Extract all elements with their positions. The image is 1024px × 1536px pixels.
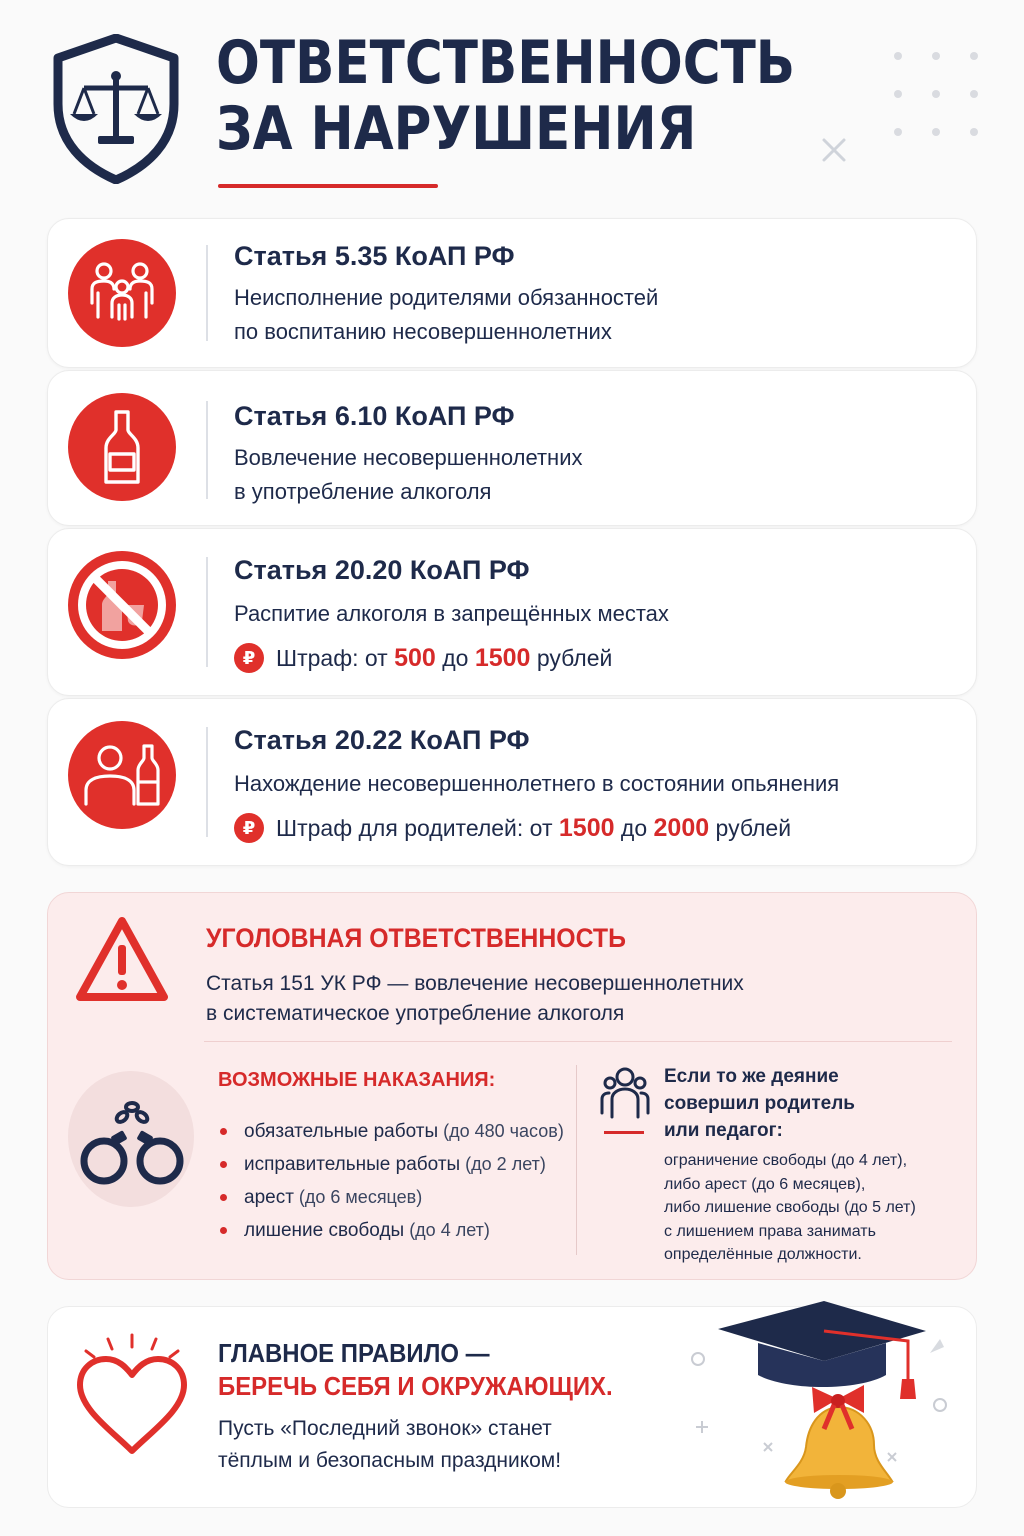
header [0,0,1024,210]
handcuffs-icon [76,1093,188,1193]
punishments-list [218,1115,564,1247]
criminal-desc: Статья 151 УК РФ — вовлечение несовершеннолетних в систематическое употребление алкоголя [206,972,744,1025]
no-alcohol-icon [68,551,176,659]
criminal-column-divider [576,1065,577,1255]
dots-decoration-icon [880,48,990,148]
shield-scales-icon [52,34,180,184]
article-desc-line1: Распитие алкоголя в запрещённых местах [234,601,669,626]
main-rule-heading: ГЛАВНОЕ ПРАВИЛО — БЕРЕЧЬ СЕБЯ И ОКРУЖАЮЩИХ. [218,1338,613,1401]
cross-decoration-icon [820,136,848,164]
card-divider [206,727,208,837]
list-item: исправительные работы (до 2 лет) [218,1148,564,1181]
article-card-6-10 [47,370,977,526]
graduation-cap-bell-icon [678,1295,978,1505]
article-desc-line2: в употребление алкоголя [234,479,492,504]
parent-heading: Если то же деяние совершил родитель или педагог: [664,1066,855,1141]
article-desc-line1: Вовлечение несовершеннолетних [234,445,583,470]
article-title: Статья 20.22 КоАП РФ [234,725,530,755]
parent-teacher-icon [600,1065,650,1121]
punishments-title: ВОЗМОЖНЫЕ НАКАЗАНИЯ: [218,1069,496,1091]
article-desc-line1: Неисполнение родителями обязанностей [234,285,659,310]
fine-from: 1500 [558,813,615,842]
article-card-20-20 [47,528,977,696]
person-bottle-icon [68,721,176,829]
article-title: Статья 20.20 КоАП РФ [234,555,530,585]
list-item: арест (до 6 месяцев) [218,1181,564,1214]
ruble-icon: ₽ [234,643,264,673]
card-divider [206,557,208,667]
page-title: ОТВЕТСТВЕННОСТЬ ЗА НАРУШЕНИЯ [216,28,796,164]
criminal-liability-block [47,892,977,1280]
heart-icon [72,1331,192,1461]
list-item: лишение свободы (до 4 лет) [218,1214,564,1247]
article-card-20-22 [47,698,977,866]
article-title: Статья 6.10 КоАП РФ [234,401,515,431]
fine-from: 500 [394,643,436,672]
criminal-title: УГОЛОВНАЯ ОТВЕТСТВЕННОСТЬ [206,923,626,953]
parent-punishment-text: ограничение свободы (до 4 лет), либо арест (до 6 месяцев), либо лишение свободы (до 5 лет) с лишением права занимать определённые должности. [664,1152,916,1263]
main-rule-block [47,1306,977,1508]
fine-to: 1500 [474,643,531,672]
article-card-5-35 [47,218,977,368]
card-divider [206,401,208,499]
list-item: обязательные работы (до 480 часов) [218,1115,564,1148]
family-icon [68,239,176,347]
criminal-separator [204,1041,952,1042]
fine-to: 2000 [653,813,710,842]
main-rule-text: Пусть «Последний звонок» станет тёплым и безопасным праздником! [218,1417,562,1472]
fine-line: ₽ Штраф: от 500 до 1500 рублей [234,643,612,673]
article-desc-line2: по воспитанию несовершеннолетних [234,319,612,344]
article-desc-line1: Нахождение несовершеннолетнего в состоянии опьянения [234,771,840,796]
bottle-icon [68,393,176,501]
parent-accent-line [604,1131,644,1134]
ruble-icon: ₽ [234,813,264,843]
title-underline [218,184,438,188]
card-divider [206,245,208,341]
fine-line: ₽ Штраф для родителей: от 1500 до 2000 рублей [234,813,791,843]
article-title: Статья 5.35 КоАП РФ [234,241,515,271]
warning-icon [74,915,170,1003]
